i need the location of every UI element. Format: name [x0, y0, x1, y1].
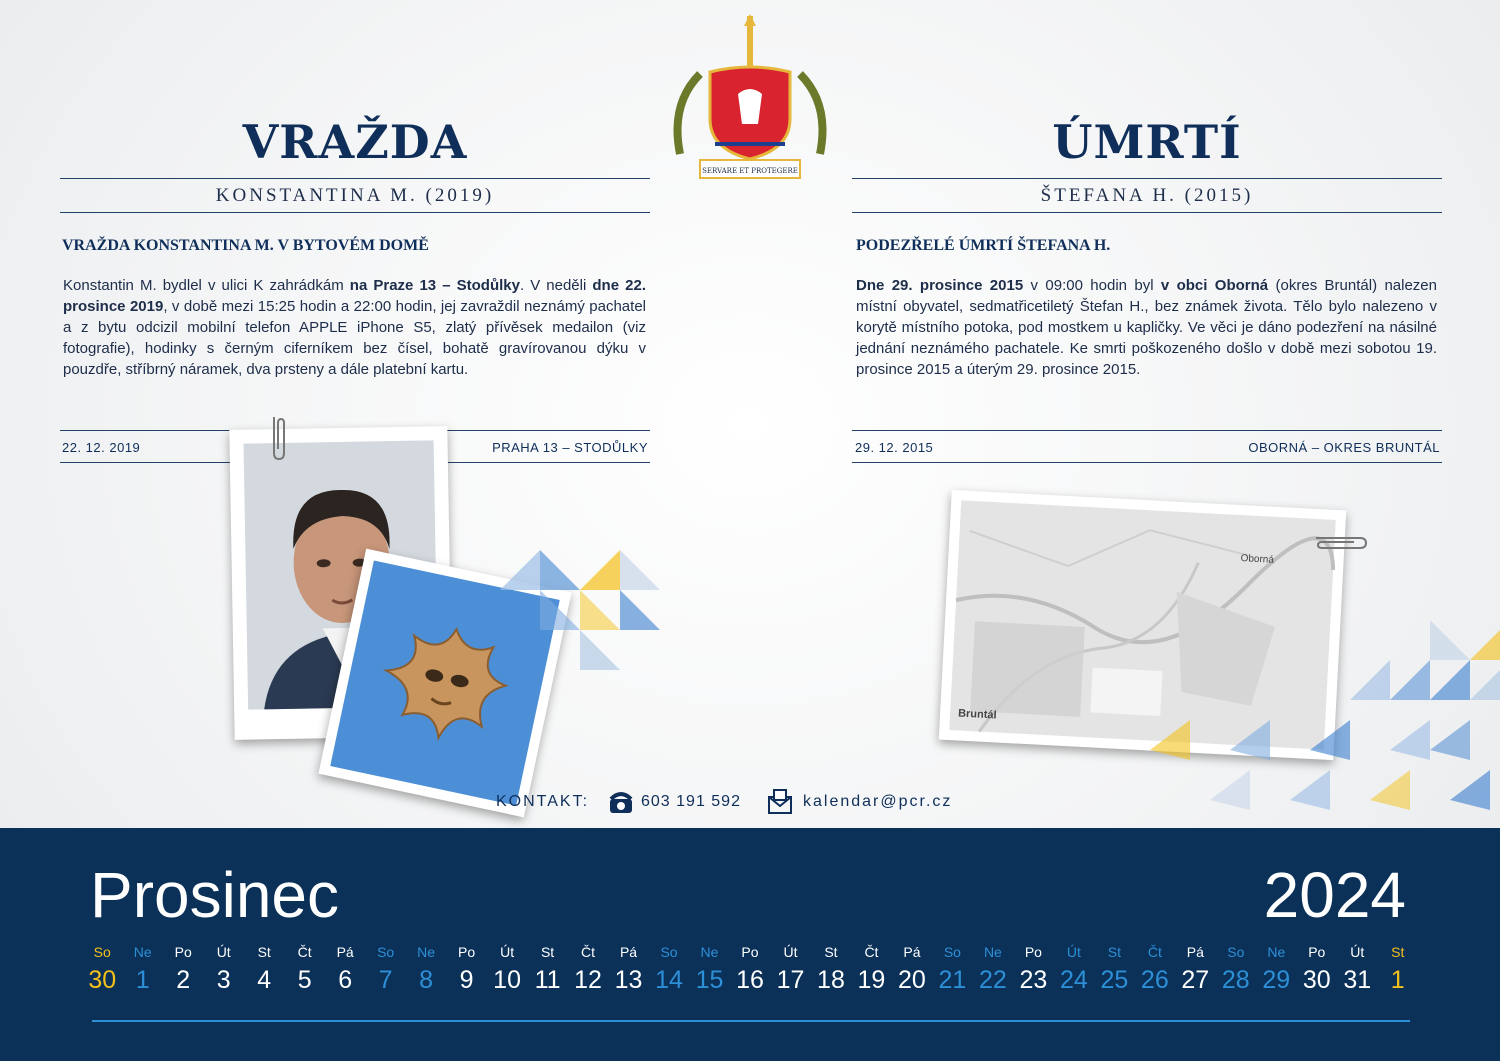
calendar-day [325, 944, 365, 995]
calendar-year: 2024 [1263, 859, 1406, 931]
calendar-day-name: St [824, 944, 838, 960]
calendar-day [406, 944, 446, 995]
calendar-day [730, 944, 770, 995]
calendar-day-name: So [660, 944, 678, 960]
calendar-day-number: 17 [776, 966, 805, 994]
decorative-triangles-right [1130, 600, 1500, 828]
calendar-day [1094, 944, 1134, 995]
calendar-day-number: 19 [857, 966, 886, 994]
calendar-day [973, 944, 1013, 995]
calendar-day-name: Po [174, 944, 192, 960]
map-label-village: Oborná [1240, 553, 1275, 566]
calendar-day-number: 18 [817, 966, 845, 994]
left-subhead: KONSTANTINA M. (2019) [215, 185, 495, 206]
calendar-day [284, 944, 324, 995]
calendar-day-number: 21 [938, 966, 967, 994]
calendar-day-number: 23 [1019, 966, 1048, 994]
calendar-day [82, 944, 122, 995]
calendar-day [689, 944, 729, 995]
calendar-day-name: Út [216, 944, 231, 960]
calendar-day [1175, 944, 1215, 995]
calendar-day-name: Po [1308, 944, 1326, 960]
calendar-day-number: 8 [419, 966, 434, 994]
calendar-day [568, 944, 608, 995]
police-emblem [660, 14, 840, 191]
paperclip-icon [268, 413, 290, 468]
calendar-day-number: 10 [493, 966, 521, 994]
calendar-day-number: 12 [574, 966, 602, 994]
calendar-day-number: 3 [216, 966, 231, 994]
calendar-day [811, 944, 851, 995]
calendar-day-name: Ne [1267, 944, 1286, 960]
calendar-day-name: Po [458, 944, 476, 960]
calendar-day-name: Pá [619, 944, 638, 960]
contact-phone[interactable]: 603 191 592 [641, 793, 741, 810]
left-rule-bottom [60, 212, 650, 213]
calendar-day [1378, 944, 1418, 995]
calendar-day-number: 16 [736, 966, 764, 994]
calendar-day [892, 944, 932, 995]
calendar-day-name: So [93, 944, 111, 960]
calendar-day-name: St [257, 944, 271, 960]
calendar-day [1054, 944, 1094, 995]
calendar-day-name: Čt [864, 944, 879, 960]
calendar-day [1256, 944, 1296, 995]
left-body-text: Konstantin M. bydlel v ulici K zahrádkám na Praze 13 – Stodůlky. V neděli dne 22. prosince 2019, v době mezi 15:25 hodin a 22:00 hodin, jej zavraždil neznámý pachatel a z bytu odcizil mobilní telefon APPLE iPhone S5, zlatý přívěsek medailon (viz fotografie), hodinky s černým ciferníkem bez čísel, bohatě gravírovanou dýku v pouzdře, stříbrný náramek, dva prsteny a dále platební kartu. [63, 277, 646, 378]
contact-email[interactable]: kalendar@pcr.cz [803, 793, 953, 810]
calendar-day-name: Pá [336, 944, 354, 960]
calendar-day [770, 944, 810, 995]
left-rule-top [60, 178, 650, 179]
calendar-day-name: St [1391, 944, 1405, 960]
calendar-day-name: St [540, 944, 555, 960]
right-rule-bottom [852, 212, 1442, 213]
left-headline: VRAŽDA [242, 115, 468, 169]
calendar-day-number: 30 [88, 966, 117, 994]
left-date: 22. 12. 2019 [62, 440, 141, 455]
calendar-day-name: Út [1066, 944, 1081, 960]
right-body-text: Dne 29. prosince 2015 v 09:00 hodin byl v obci Oborná (okres Bruntál) nalezen místní obyvatel, sedmatřicetiletý Štefan H., bez známek života. Tělo bylo nalezeno v korytě místního potoka, pod mostkem u kapličky. Ve věci je dáno podezření na násilné jednání neznámého pachatele. Ke smrti poškozeného došlo v době mezi sobotou 19. prosince 2015 a úterým 29. prosince 2015. [856, 277, 1437, 378]
calendar-day-number: 24 [1059, 966, 1088, 994]
calendar-day-number: 31 [1343, 966, 1372, 994]
calendar-day-number: 26 [1140, 966, 1169, 994]
calendar-day-name: Čt [1147, 944, 1162, 960]
calendar-day-name: Po [741, 944, 759, 960]
calendar-day-name: Pá [1186, 944, 1204, 960]
right-place: OBORNÁ – OKRES BRUNTÁL [1248, 440, 1440, 455]
calendar-days [82, 944, 1418, 995]
calendar-day [203, 944, 243, 995]
calendar-day-number: 25 [1100, 966, 1129, 994]
calendar-day [932, 944, 972, 995]
calendar-day-name: Ne [983, 944, 1002, 960]
calendar-day-number: 1 [135, 966, 150, 994]
calendar-day-number: 4 [257, 966, 272, 994]
calendar-day-number: 30 [1302, 966, 1331, 994]
left-case-title: VRAŽDA KONSTANTINA M. V BYTOVÉM DOMĚ [62, 237, 429, 254]
right-rule-top [852, 178, 1442, 179]
emblem-motto: SERVARE ET PROTEGERE [702, 167, 798, 175]
calendar-day-name: Po [1024, 944, 1042, 960]
calendar-day [487, 944, 527, 995]
calendar-day [608, 944, 648, 995]
calendar-day-name: Út [1350, 944, 1365, 960]
calendar-day-number: 13 [614, 966, 643, 994]
calendar-day-number: 9 [459, 966, 474, 994]
contact-label: KONTAKT: [496, 793, 590, 810]
calendar-day-number: 20 [898, 966, 926, 994]
phone-icon [608, 789, 634, 820]
right-subhead: ŠTEFANA H. (2015) [1040, 185, 1254, 206]
paperclip-icon [1312, 530, 1372, 561]
calendar-day-name: Út [783, 944, 798, 960]
calendar-day [1297, 944, 1337, 995]
calendar-day-name: So [377, 944, 395, 960]
calendar-day-number: 14 [655, 966, 683, 994]
calendar-day-number: 6 [338, 966, 353, 994]
calendar-day-number: 2 [176, 966, 191, 994]
calendar-day [1135, 944, 1175, 995]
calendar-day-number: 27 [1181, 966, 1210, 994]
right-case-title: PODEZŘELÉ ÚMRTÍ ŠTEFANA H. [856, 237, 1111, 254]
calendar-day-name: Ne [417, 944, 436, 960]
calendar-day [527, 944, 567, 995]
calendar-day-name: Út [500, 944, 515, 960]
calendar-day-name: Čt [581, 944, 596, 960]
calendar-day [122, 944, 162, 995]
calendar-day [1013, 944, 1053, 995]
decorative-triangles-left [480, 530, 690, 690]
calendar-day-number: 5 [297, 966, 312, 994]
calendar-day [649, 944, 689, 995]
calendar-day-number: 1 [1390, 966, 1405, 994]
calendar-day-number: 29 [1262, 966, 1291, 994]
calendar-day-name: So [1227, 944, 1245, 960]
calendar-day-number: 7 [378, 966, 393, 994]
calendar-day [446, 944, 486, 995]
emblem-image [660, 14, 840, 186]
calendar-day-name: Pá [903, 944, 921, 960]
calendar-day [244, 944, 284, 995]
calendar-day-number: 22 [978, 966, 1007, 994]
calendar-month: Prosinec [90, 859, 339, 931]
calendar-day-number: 15 [695, 966, 724, 994]
calendar-day-number: 11 [534, 966, 561, 994]
calendar-day-name: Ne [133, 944, 152, 960]
calendar-day [365, 944, 405, 995]
right-date: 29. 12. 2015 [855, 440, 934, 455]
calendar-day [1216, 944, 1256, 995]
email-icon [766, 788, 794, 821]
calendar-day-name: St [1107, 944, 1121, 960]
right-meta-rule-bottom [852, 462, 1442, 463]
left-place: PRAHA 13 – STODŮLKY [492, 440, 648, 455]
right-headline: ÚMRTÍ [1052, 115, 1242, 169]
calendar-day-name: Ne [700, 944, 719, 960]
right-meta-rule-top [852, 430, 1442, 431]
calendar-day-name: Čt [297, 944, 312, 960]
map-label-town: Bruntál [957, 707, 997, 722]
calendar-rule [92, 1020, 1410, 1022]
calendar-day [851, 944, 891, 995]
calendar-day [163, 944, 203, 995]
calendar-day-number: 28 [1221, 966, 1250, 994]
calendar-day [1337, 944, 1377, 995]
calendar-day-name: So [943, 944, 961, 960]
